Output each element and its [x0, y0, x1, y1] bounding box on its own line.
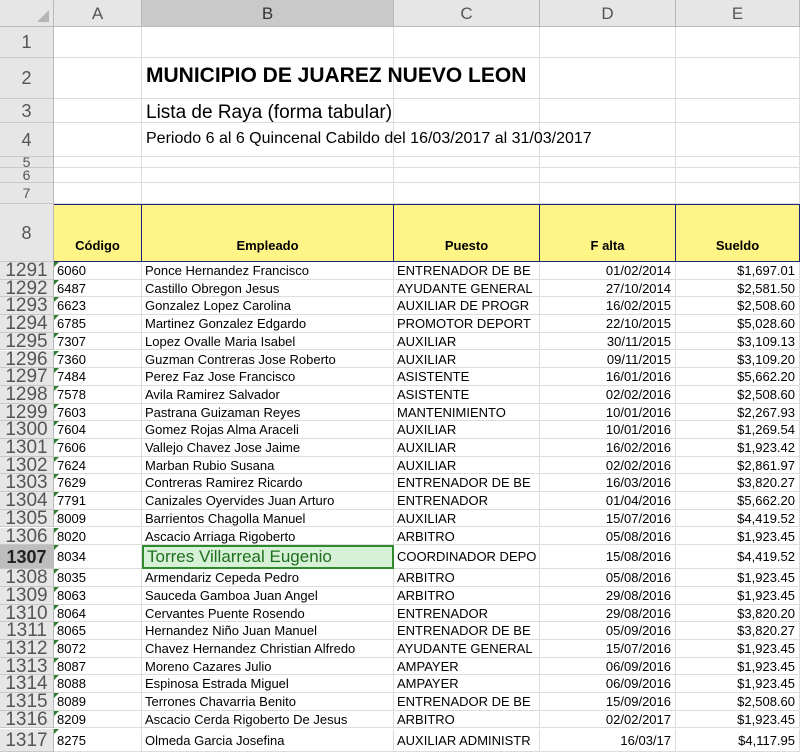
cell-falta[interactable]: 09/11/2015: [540, 351, 676, 369]
row-header-1306[interactable]: 1306: [0, 528, 54, 546]
empty-cell[interactable]: [142, 183, 394, 204]
row-header-1308[interactable]: 1308: [0, 569, 54, 587]
row-header-1307[interactable]: 1307: [0, 545, 54, 569]
cell-puesto[interactable]: ASISTENTE: [394, 386, 540, 404]
cell-sueldo[interactable]: $3,820.27: [676, 622, 800, 640]
empty-cell[interactable]: [540, 168, 676, 183]
cell-empleado[interactable]: Gomez Rojas Alma Araceli: [142, 421, 394, 439]
cell-codigo[interactable]: 7791: [54, 492, 142, 510]
row-header-1301[interactable]: 1301: [0, 439, 54, 457]
column-header-b[interactable]: B: [142, 0, 394, 27]
empty-cell[interactable]: [54, 157, 142, 168]
number-as-text-indicator-icon: [54, 510, 59, 515]
column-header-e[interactable]: E: [676, 0, 800, 27]
cell-codigo[interactable]: 7629: [54, 474, 142, 492]
empty-cell[interactable]: [142, 27, 394, 58]
cell-puesto[interactable]: PROMOTOR DEPORT: [394, 315, 540, 333]
cell-codigo[interactable]: 8088: [54, 675, 142, 693]
empty-cell[interactable]: [394, 27, 540, 58]
cell-empleado[interactable]: Armendariz Cepeda Pedro: [142, 569, 394, 587]
row-header-1[interactable]: 1: [0, 27, 54, 58]
cell-codigo[interactable]: 8034: [54, 545, 142, 569]
cell-puesto[interactable]: ENTRENADOR DE BE: [394, 693, 540, 711]
cell-sueldo[interactable]: $2,267.93: [676, 404, 800, 422]
number-as-text-indicator-icon: [54, 280, 59, 285]
cell-sueldo[interactable]: $2,508.60: [676, 386, 800, 404]
cell-falta[interactable]: 02/02/2016: [540, 386, 676, 404]
row-header-1309[interactable]: 1309: [0, 587, 54, 605]
column-header-c[interactable]: C: [394, 0, 540, 27]
cell-puesto[interactable]: ARBITRO: [394, 711, 540, 729]
cell-sueldo[interactable]: $3,820.20: [676, 605, 800, 623]
cell-codigo[interactable]: 7484: [54, 368, 142, 386]
number-as-text-indicator-icon: [54, 333, 59, 338]
cell-puesto[interactable]: AYUDANTE GENERAL: [394, 640, 540, 658]
cell-sueldo[interactable]: $1,269.54: [676, 421, 800, 439]
row-header-1313[interactable]: 1313: [0, 658, 54, 676]
number-as-text-indicator-icon: [54, 729, 59, 734]
cell-falta[interactable]: 06/09/2016: [540, 658, 676, 676]
empty-cell[interactable]: [676, 27, 800, 58]
row-header-1312[interactable]: 1312: [0, 640, 54, 658]
number-as-text-indicator-icon: [54, 262, 59, 267]
cell-empleado[interactable]: Barrientos Chagolla Manuel: [142, 510, 394, 528]
empty-cell[interactable]: [676, 168, 800, 183]
cell-codigo[interactable]: 8065: [54, 622, 142, 640]
cell-sueldo[interactable]: $3,109.13: [676, 333, 800, 351]
empty-cell[interactable]: [676, 58, 800, 99]
cell-codigo[interactable]: 8072: [54, 640, 142, 658]
cell-puesto[interactable]: ENTRENADOR DE BE: [394, 474, 540, 492]
cell-puesto[interactable]: ARBITRO: [394, 587, 540, 605]
cell-codigo[interactable]: 7603: [54, 404, 142, 422]
cell-sueldo[interactable]: $1,923.45: [676, 569, 800, 587]
row-header-1310[interactable]: 1310: [0, 605, 54, 623]
number-as-text-indicator-icon: [54, 545, 59, 550]
row-header-1317[interactable]: 1317: [0, 729, 54, 752]
cell-codigo[interactable]: 6487: [54, 280, 142, 298]
row-header-1297[interactable]: 1297: [0, 368, 54, 386]
cell-sueldo[interactable]: $4,419.52: [676, 545, 800, 569]
cell-codigo[interactable]: 7624: [54, 457, 142, 475]
cell-sueldo[interactable]: $4,117.95: [676, 729, 800, 752]
empty-cell[interactable]: [54, 99, 142, 123]
row-header-1302[interactable]: 1302: [0, 457, 54, 475]
cell-empleado[interactable]: Sauceda Gamboa Juan Angel: [142, 587, 394, 605]
cell-empleado[interactable]: Hernandez Niño Juan Manuel: [142, 622, 394, 640]
row-header-3[interactable]: 3: [0, 99, 54, 123]
number-as-text-indicator-icon: [54, 587, 59, 592]
cell-sueldo[interactable]: $3,109.20: [676, 351, 800, 369]
number-as-text-indicator-icon: [54, 492, 59, 497]
cell-falta[interactable]: 15/08/2016: [540, 545, 676, 569]
row-header-1314[interactable]: 1314: [0, 675, 54, 693]
cell-falta[interactable]: 30/11/2015: [540, 333, 676, 351]
cell-codigo[interactable]: 7578: [54, 386, 142, 404]
row-header-1299[interactable]: 1299: [0, 404, 54, 422]
cell-sueldo[interactable]: $1,923.45: [676, 640, 800, 658]
cell-sueldo[interactable]: $3,820.27: [676, 474, 800, 492]
cell-empleado[interactable]: Lopez Ovalle Maria Isabel: [142, 333, 394, 351]
cell-falta[interactable]: 10/01/2016: [540, 404, 676, 422]
empty-cell[interactable]: [394, 183, 540, 204]
cell-puesto[interactable]: COORDINADOR DEPO: [394, 545, 540, 569]
cell-sueldo[interactable]: $1,923.45: [676, 528, 800, 546]
row-header-1311[interactable]: 1311: [0, 622, 54, 640]
cell-codigo[interactable]: 8275: [54, 729, 142, 752]
number-as-text-indicator-icon: [54, 474, 59, 479]
empty-cell[interactable]: [142, 168, 394, 183]
row-header-1315[interactable]: 1315: [0, 693, 54, 711]
column-header-d[interactable]: D: [540, 0, 676, 27]
table-header-falta[interactable]: F alta: [540, 204, 676, 262]
cell-empleado[interactable]: Marban Rubio Susana: [142, 457, 394, 475]
cell-empleado[interactable]: Espinosa Estrada Miguel: [142, 675, 394, 693]
empty-cell[interactable]: [54, 123, 142, 157]
empty-cell[interactable]: [394, 168, 540, 183]
page-title: MUNICIPIO DE JUAREZ NUEVO LEON: [146, 64, 527, 87]
cell-puesto[interactable]: ARBITRO: [394, 528, 540, 546]
empty-cell[interactable]: [676, 123, 800, 157]
cell-sueldo[interactable]: $5,662.20: [676, 368, 800, 386]
subtitle-lista: Lista de Raya (forma tabular): [146, 102, 393, 123]
empty-cell[interactable]: [142, 157, 394, 168]
cell-falta[interactable]: 16/02/2016: [540, 439, 676, 457]
table-header-codigo[interactable]: Código: [54, 204, 142, 262]
cell-sueldo[interactable]: $2,508.60: [676, 693, 800, 711]
cell-sueldo[interactable]: $5,662.20: [676, 492, 800, 510]
cell-codigo[interactable]: 8064: [54, 605, 142, 623]
cell-falta[interactable]: 01/04/2016: [540, 492, 676, 510]
cell-empleado[interactable]: Chavez Hernandez Christian Alfredo: [142, 640, 394, 658]
cell-falta[interactable]: 16/03/2016: [540, 474, 676, 492]
column-header-a[interactable]: A: [54, 0, 142, 27]
cell-puesto[interactable]: ENTRENADOR DE BE: [394, 262, 540, 280]
table-header-puesto[interactable]: Puesto: [394, 204, 540, 262]
table-header-empleado[interactable]: Empleado: [142, 204, 394, 262]
cell-sueldo[interactable]: $2,861.97: [676, 457, 800, 475]
empty-cell[interactable]: [540, 58, 676, 99]
number-as-text-indicator-icon: [54, 421, 59, 426]
number-as-text-indicator-icon: [54, 605, 59, 610]
empty-cell[interactable]: [54, 168, 142, 183]
cell-puesto[interactable]: MANTENIMIENTO: [394, 404, 540, 422]
number-as-text-indicator-icon: [54, 675, 59, 680]
empty-cell[interactable]: [676, 157, 800, 168]
row-header-4[interactable]: 4: [0, 123, 54, 157]
cell-empleado[interactable]: Avila Ramirez Salvador: [142, 386, 394, 404]
cell-puesto[interactable]: ENTRENADOR: [394, 605, 540, 623]
row-header-1305[interactable]: 1305: [0, 510, 54, 528]
number-as-text-indicator-icon: [54, 640, 59, 645]
cell-codigo[interactable]: 8063: [54, 587, 142, 605]
cell-empleado[interactable]: Ascacio Cerda Rigoberto De Jesus: [142, 711, 394, 729]
number-as-text-indicator-icon: [54, 711, 59, 716]
cell-empleado[interactable]: Gonzalez Lopez Carolina: [142, 297, 394, 315]
empty-cell[interactable]: [394, 157, 540, 168]
cell-falta[interactable]: 15/07/2016: [540, 640, 676, 658]
row-header-1303[interactable]: 1303: [0, 474, 54, 492]
cell-empleado[interactable]: Canizales Oyervides Juan Arturo: [142, 492, 394, 510]
number-as-text-indicator-icon: [54, 693, 59, 698]
number-as-text-indicator-icon: [54, 351, 59, 356]
cell-falta[interactable]: 06/09/2016: [540, 675, 676, 693]
cell-codigo[interactable]: 8020: [54, 528, 142, 546]
empty-cell[interactable]: [676, 99, 800, 123]
cell-sueldo[interactable]: $1,923.42: [676, 439, 800, 457]
cell-puesto[interactable]: AUXILIAR: [394, 333, 540, 351]
cell-falta[interactable]: 05/08/2016: [540, 569, 676, 587]
cell-codigo[interactable]: 8009: [54, 510, 142, 528]
cell-falta[interactable]: 29/08/2016: [540, 605, 676, 623]
subtitle-periodo: Periodo 6 al 6 Quincenal Cabildo del 16/03/2017 al 31/03/2017: [146, 130, 592, 147]
cell-falta[interactable]: 15/09/2016: [540, 693, 676, 711]
number-as-text-indicator-icon: [54, 386, 59, 391]
empty-cell[interactable]: [540, 99, 676, 123]
cell-empleado[interactable]: Castillo Obregon Jesus: [142, 280, 394, 298]
cell-puesto[interactable]: AUXILIAR: [394, 439, 540, 457]
cell-codigo[interactable]: 7604: [54, 421, 142, 439]
cell-falta[interactable]: 22/10/2015: [540, 315, 676, 333]
empty-cell[interactable]: [540, 157, 676, 168]
cell-codigo[interactable]: 6623: [54, 297, 142, 315]
number-as-text-indicator-icon: [54, 404, 59, 409]
cell-puesto[interactable]: ENTRENADOR: [394, 492, 540, 510]
cell-empleado[interactable]: Moreno Cazares Julio: [142, 658, 394, 676]
cell-sueldo[interactable]: $2,581.50: [676, 280, 800, 298]
cell-codigo[interactable]: 8035: [54, 569, 142, 587]
cell-falta[interactable]: 16/01/2016: [540, 368, 676, 386]
row-header-1294[interactable]: 1294: [0, 315, 54, 333]
cell-empleado[interactable]: Contreras Ramirez Ricardo: [142, 474, 394, 492]
cell-codigo[interactable]: 8089: [54, 693, 142, 711]
cell-falta[interactable]: 15/07/2016: [540, 510, 676, 528]
number-as-text-indicator-icon: [54, 457, 59, 462]
table-header-sueldo[interactable]: Sueldo: [676, 204, 800, 262]
empty-cell[interactable]: [540, 27, 676, 58]
cell-empleado[interactable]: Vallejo Chavez Jose Jaime: [142, 439, 394, 457]
number-as-text-indicator-icon: [54, 658, 59, 663]
number-as-text-indicator-icon: [54, 622, 59, 627]
row-header-1300[interactable]: 1300: [0, 421, 54, 439]
cell-sueldo[interactable]: $1,923.45: [676, 658, 800, 676]
empty-cell[interactable]: [676, 183, 800, 204]
cell-puesto[interactable]: AUXILIAR: [394, 457, 540, 475]
cell-puesto[interactable]: AUXILIAR: [394, 510, 540, 528]
cell-puesto[interactable]: AYUDANTE GENERAL: [394, 280, 540, 298]
row-header-2[interactable]: 2: [0, 58, 54, 99]
cell-sueldo[interactable]: $1,923.45: [676, 675, 800, 693]
cell-empleado[interactable]: Martinez Gonzalez Edgardo: [142, 315, 394, 333]
row-header-1316[interactable]: 1316: [0, 711, 54, 729]
cell-puesto[interactable]: AUXILIAR DE PROGR: [394, 297, 540, 315]
row-header-1293[interactable]: 1293: [0, 297, 54, 315]
cell-puesto[interactable]: AMPAYER: [394, 658, 540, 676]
cell-empleado[interactable]: Ascacio Arriaga Rigoberto: [142, 528, 394, 546]
row-header-1292[interactable]: 1292: [0, 280, 54, 298]
cell-falta[interactable]: 29/08/2016: [540, 587, 676, 605]
empty-cell[interactable]: [54, 58, 142, 99]
cell-falta[interactable]: 02/02/2016: [540, 457, 676, 475]
row-header-1295[interactable]: 1295: [0, 333, 54, 351]
cell-empleado[interactable]: Olmeda Garcia Josefina: [142, 729, 394, 752]
row-header-1298[interactable]: 1298: [0, 386, 54, 404]
cell-falta[interactable]: 27/10/2014: [540, 280, 676, 298]
cell-falta[interactable]: 16/03/17: [540, 729, 676, 752]
number-as-text-indicator-icon: [54, 315, 59, 320]
cell-sueldo[interactable]: $5,028.60: [676, 315, 800, 333]
cell-empleado[interactable]: Cervantes Puente Rosendo: [142, 605, 394, 623]
cell-falta[interactable]: 10/01/2016: [540, 421, 676, 439]
row-header-1296[interactable]: 1296: [0, 351, 54, 369]
cell-puesto[interactable]: ENTRENADOR DE BE: [394, 622, 540, 640]
cell-falta[interactable]: 16/02/2015: [540, 297, 676, 315]
active-cell[interactable]: Torres Villarreal Eugenio: [142, 545, 394, 569]
cell-puesto[interactable]: AUXILIAR ADMINISTR: [394, 729, 540, 752]
cell-sueldo[interactable]: $2,508.60: [676, 297, 800, 315]
number-as-text-indicator-icon: [54, 439, 59, 444]
cell-puesto[interactable]: ARBITRO: [394, 569, 540, 587]
cell-codigo[interactable]: 6785: [54, 315, 142, 333]
cell-codigo[interactable]: 6060: [54, 262, 142, 280]
empty-cell[interactable]: [54, 183, 142, 204]
empty-cell[interactable]: [394, 99, 540, 123]
cell-empleado[interactable]: Guzman Contreras Jose Roberto: [142, 351, 394, 369]
cell-empleado[interactable]: Pastrana Guizaman Reyes: [142, 404, 394, 422]
cell-codigo[interactable]: 7307: [54, 333, 142, 351]
row-header-7[interactable]: 7: [0, 183, 54, 204]
cell-falta[interactable]: 05/08/2016: [540, 528, 676, 546]
cell-sueldo[interactable]: $4,419.52: [676, 510, 800, 528]
cell-puesto[interactable]: AUXILIAR: [394, 421, 540, 439]
row-header-1304[interactable]: 1304: [0, 492, 54, 510]
number-as-text-indicator-icon: [54, 368, 59, 373]
cell-puesto[interactable]: ASISTENTE: [394, 368, 540, 386]
cell-sueldo[interactable]: $1,923.45: [676, 587, 800, 605]
number-as-text-indicator-icon: [54, 569, 59, 574]
cell-codigo[interactable]: 7606: [54, 439, 142, 457]
number-as-text-indicator-icon: [54, 528, 59, 533]
cell-falta[interactable]: 01/02/2014: [540, 262, 676, 280]
select-all-corner[interactable]: [0, 0, 54, 27]
cell-empleado[interactable]: Terrones Chavarria Benito: [142, 693, 394, 711]
row-header-6[interactable]: 6: [0, 168, 54, 183]
cell-falta[interactable]: 05/09/2016: [540, 622, 676, 640]
row-header-5[interactable]: 5: [0, 157, 54, 168]
empty-cell[interactable]: [54, 27, 142, 58]
empty-cell[interactable]: [540, 183, 676, 204]
cell-codigo[interactable]: 8087: [54, 658, 142, 676]
cell-puesto[interactable]: AUXILIAR: [394, 351, 540, 369]
cell-sueldo[interactable]: $1,697.01: [676, 262, 800, 280]
cell-sueldo[interactable]: $1,923.45: [676, 711, 800, 729]
cell-codigo[interactable]: 8209: [54, 711, 142, 729]
row-header-1291[interactable]: 1291: [0, 262, 54, 280]
row-header-8[interactable]: 8: [0, 204, 54, 262]
cell-puesto[interactable]: AMPAYER: [394, 675, 540, 693]
number-as-text-indicator-icon: [54, 297, 59, 302]
cell-empleado[interactable]: Perez Faz Jose Francisco: [142, 368, 394, 386]
cell-empleado[interactable]: Ponce Hernandez Francisco: [142, 262, 394, 280]
cell-codigo[interactable]: 7360: [54, 351, 142, 369]
cell-falta[interactable]: 02/02/2017: [540, 711, 676, 729]
